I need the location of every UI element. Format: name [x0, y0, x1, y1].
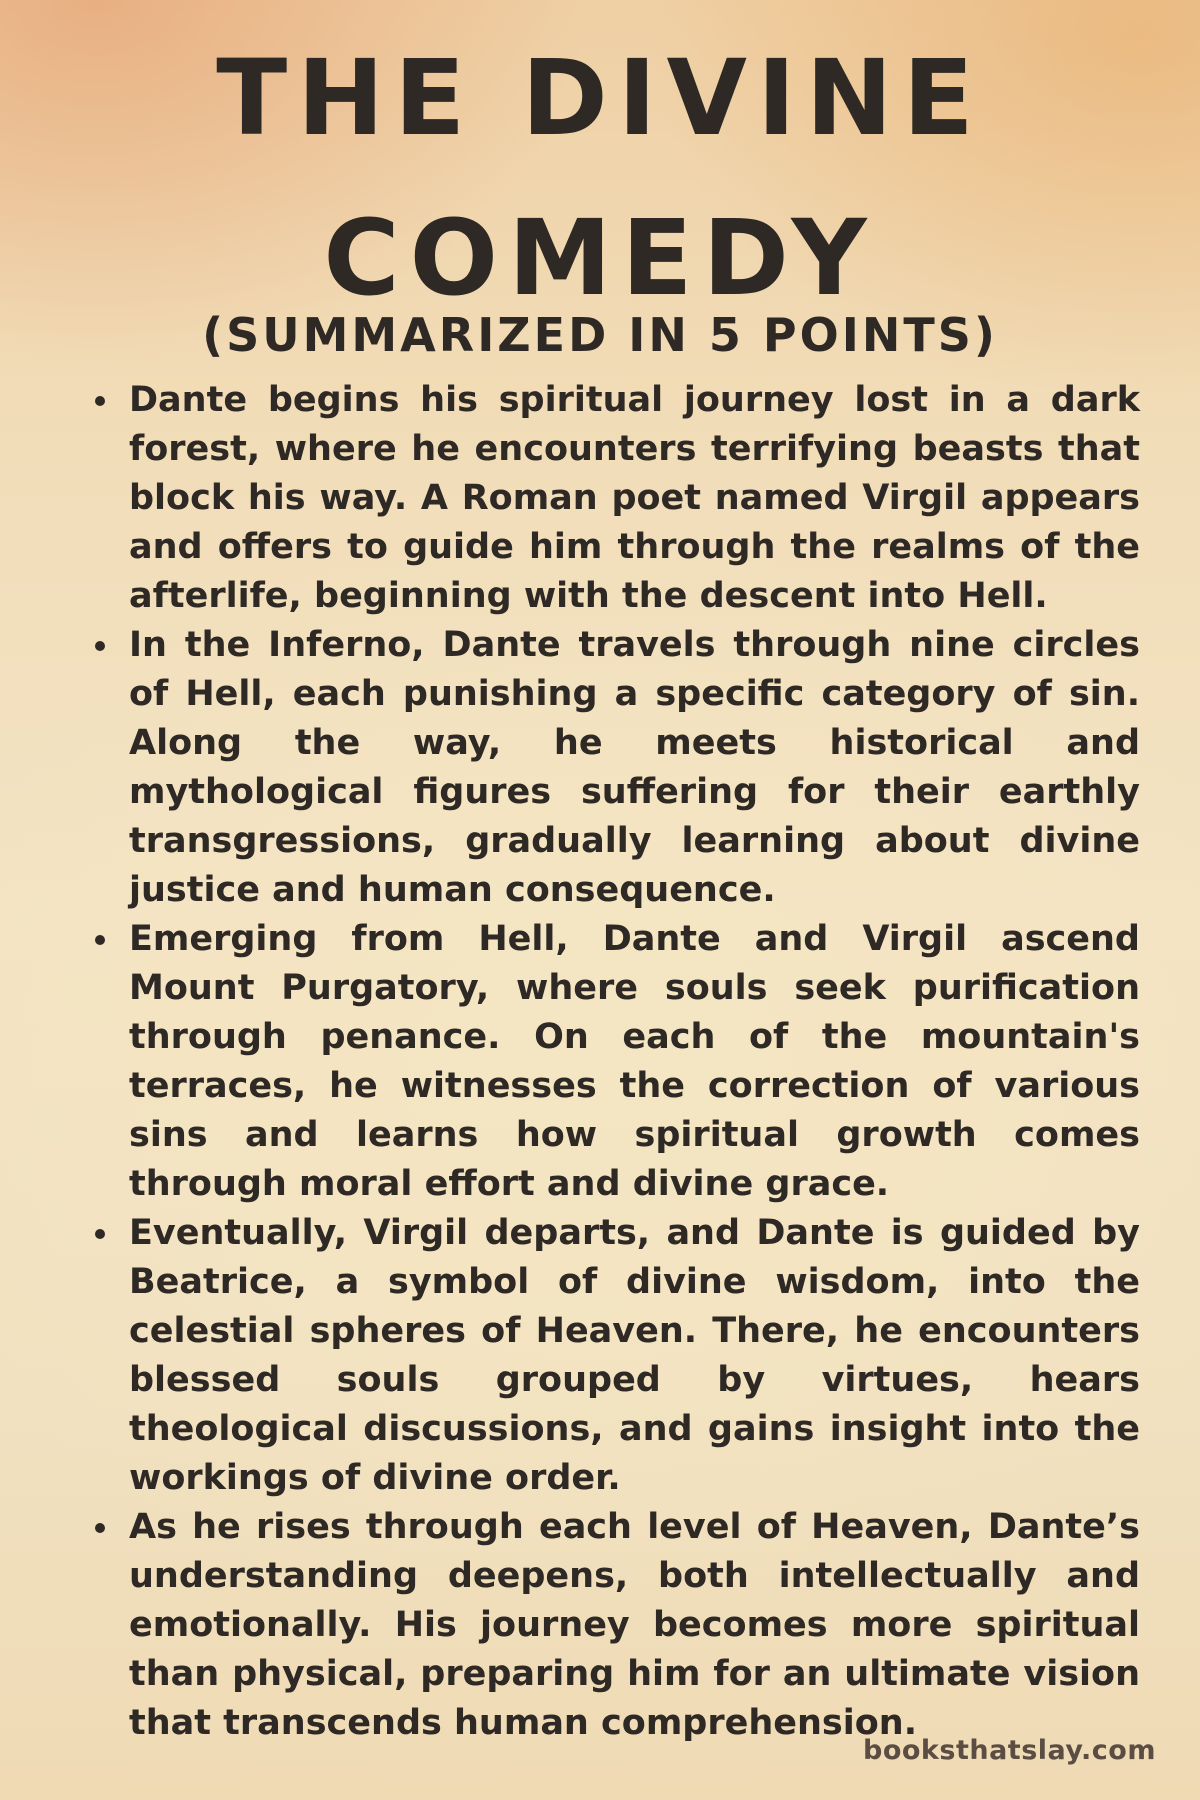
- bullet-icon: [95, 935, 105, 945]
- summary-point-5: [95, 1503, 1140, 1748]
- title-line-2: COMEDY: [323, 197, 877, 319]
- summary-point-2: [95, 621, 1140, 915]
- summary-point-text: Dante begins his spiritual journey lost in a dark forest, where he encounters terrifying beasts that block his way. A Roman poet named Virgil appears and offers to guide him through the realms of the afterlife, beginning with the descent into Hell.: [129, 380, 1140, 616]
- summary-point-text: Emerging from Hell, Dante and Virgil ascend Mount Purgatory, where souls seek purification through penance. On each of the mountain's terraces, he witnesses the correction of various sins and learns how spiritual growth comes through moral effort and divine grace.: [129, 919, 1140, 1204]
- watermark-site: booksthatslay.com: [863, 1735, 1156, 1766]
- summary-point-text: Eventually, Virgil departs, and Dante is guided by Beatrice, a symbol of divine wisdom, into the celestial spheres of Heaven. There, he encounters blessed souls grouped by virtues, hears theological discussions, and gains insight into the workings of divine order.: [129, 1213, 1140, 1498]
- bullet-icon: [95, 641, 105, 651]
- summary-point-text: In the Inferno, Dante travels through nine circles of Hell, each punishing a specific category of sin. Along the way, he meets historical and mythological figures suffering for their earthly transgressions, gradually learning about divine justice and human consequence.: [129, 625, 1140, 910]
- summary-point-1: [95, 376, 1140, 621]
- page-subtitle: (SUMMARIZED IN 5 POINTS): [202, 308, 998, 362]
- summary-point-text: As he rises through each level of Heaven, Dante’s understanding deepens, both intellectually and emotionally. His journey becomes more spiritual than physical, preparing him for an ultimate vision that transcends human comprehension.: [129, 1507, 1140, 1743]
- summary-points-list: [95, 376, 1140, 1748]
- summary-point-4: [95, 1209, 1140, 1503]
- bullet-icon: [95, 396, 105, 406]
- summary-point-3: [95, 915, 1140, 1209]
- bullet-icon: [95, 1229, 105, 1239]
- page-title: [0, 18, 1200, 338]
- title-line-1: THE DIVINE: [216, 37, 984, 159]
- bullet-icon: [95, 1523, 105, 1533]
